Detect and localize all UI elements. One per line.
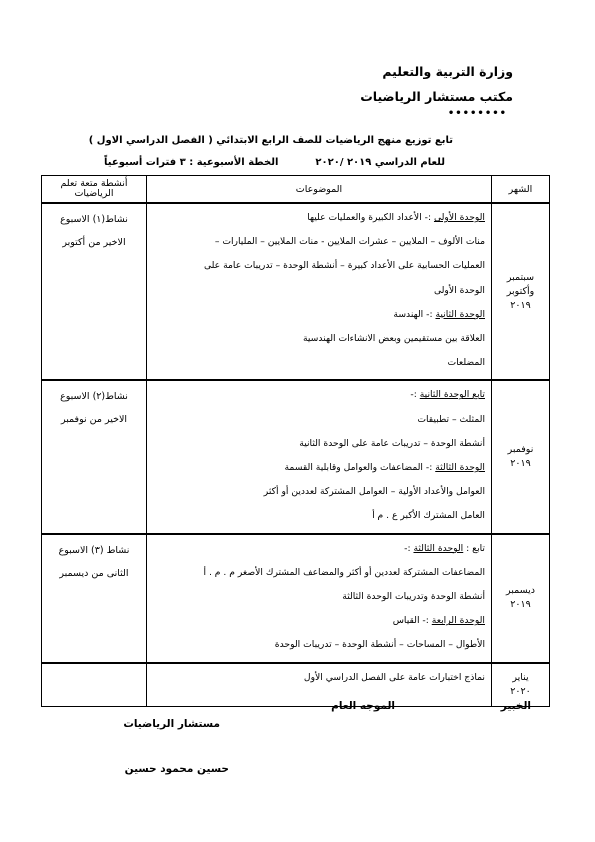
expert-signature-label: الخبير [500,700,531,712]
dots-separator: •••••••• [447,108,507,119]
topic-line: المضلعات [447,357,485,369]
month-name: سبتمبر وأكتوبر [506,271,535,297]
month-cell [492,203,550,380]
table-row [42,534,550,663]
activity-cell [42,380,147,533]
topic-line: الوحدة الثانية :- الهندسة [393,308,485,320]
topic-line: المضاعفات المشتركة لعددين أو أكثر والمضاعف المشترك الأصغر م . م . أ [203,566,485,578]
topic-line: العمليات الحسابية على الأعداد كبيرة – أنشطة الوحدة – تدريبات عامة على [203,260,485,272]
topics-cell [147,203,492,380]
topic-line: أنشطة الوحدة – تدريبات عامة على الوحدة الثانية [299,437,485,449]
topic-line: العامل المشترك الأكبر ع . م أ [372,510,485,522]
activity-cell [42,534,147,663]
topic-line: أنشطة الوحدة وتدريبات الوحدة الثالثة [342,591,485,603]
curriculum-table [41,175,550,707]
topic-line: الوحدة الأولى [433,284,485,296]
topic-line: العوامل والأعداد الأولية – العوامل المشتركة لعددين أو أكثر [263,486,485,498]
month-year: ٢٠١٩ [510,458,531,470]
general-supervisor-label: الموجه العام [331,700,395,712]
month-cell [492,380,550,533]
activity-cell [42,663,147,707]
month-header: الشهر [492,176,550,204]
academic-year: للعام الدراسي ٢٠١٩ /٢٠٢٠ [315,157,445,168]
office-title: مكتب مستشار الرياضيات [360,89,513,104]
topic-line: الوحدة الثالثة :- المضاعفات والعوامل وقابلية القسمة [284,462,485,474]
month-name: نوفمبر [507,444,534,456]
topic-line: الوحدة الرابعة :- القياس [392,615,485,627]
year-line [104,157,445,168]
table-row [42,663,550,707]
table-row [42,203,550,380]
topic-line: العلاقة بين مستقيمين وبعض الانشاءات الهندسية [302,333,485,345]
table-header-row [42,176,550,204]
month-name: ديسمبر [506,585,535,597]
topic-line: منات الألوف – الملايين – عشرات الملايين - منات الملايين – المليارات – [214,236,485,248]
topic-line: تابع الوحدة الثانية :- [410,389,485,401]
weekly-plan: الخطة الأسبوعية : ٣ فترات أسبوعياً [104,157,279,168]
activity-line: نشاط(٢) الاسبوع [60,391,128,403]
topics-cell [147,380,492,533]
activity-header: أنشطة متعة تعلم الرياضيات [42,176,147,204]
topic-line: الأطوال – المساحات – أنشطة الوحدة – تدريبات الوحدة [274,639,485,651]
month-name: يناير [512,671,529,683]
activity-line: الاخير من أكتوبر [62,237,126,248]
topics-cell [147,534,492,663]
table-row [42,380,550,533]
activity-line: نشاط (٣) الاسبوع [58,544,130,556]
topic-line: نماذج اختبارات عامة على الفصل الدراسي الأول [303,671,485,683]
activity-line: نشاط(١) الاسبوع [60,214,128,225]
activity-line: الاخير من نوفمبر [60,414,128,426]
month-year: ٢٠١٩ [510,599,531,611]
month-year: ٢٠١٩ [510,299,531,311]
advisor-name: حسين محمود حسين [124,763,229,775]
topic-line: تابع : الوحدة الثالثة :- [404,542,485,554]
topics-cell [147,663,492,707]
activity-cell [42,203,147,380]
ministry-title: وزارة التربية والتعليم [382,64,513,79]
activity-line: الثانى من ديسمبر [59,567,129,579]
topic-line: المثلث – تطبيقات [417,413,485,425]
curriculum-subtitle: تابع توزيع منهج الرياضيات للصف الرابع الابتدائي ( الفصل الدراسي الاول ) [88,135,453,146]
month-cell [492,534,550,663]
topic-line: الوحدة الأولى :- الأعداد الكبيرة والعمليات عليها [307,212,485,223]
math-advisor-label: مستشار الرياضيات [123,718,220,730]
month-year: ٢٠٢٠ [510,685,531,697]
topics-header: الموضوعات [147,176,492,204]
